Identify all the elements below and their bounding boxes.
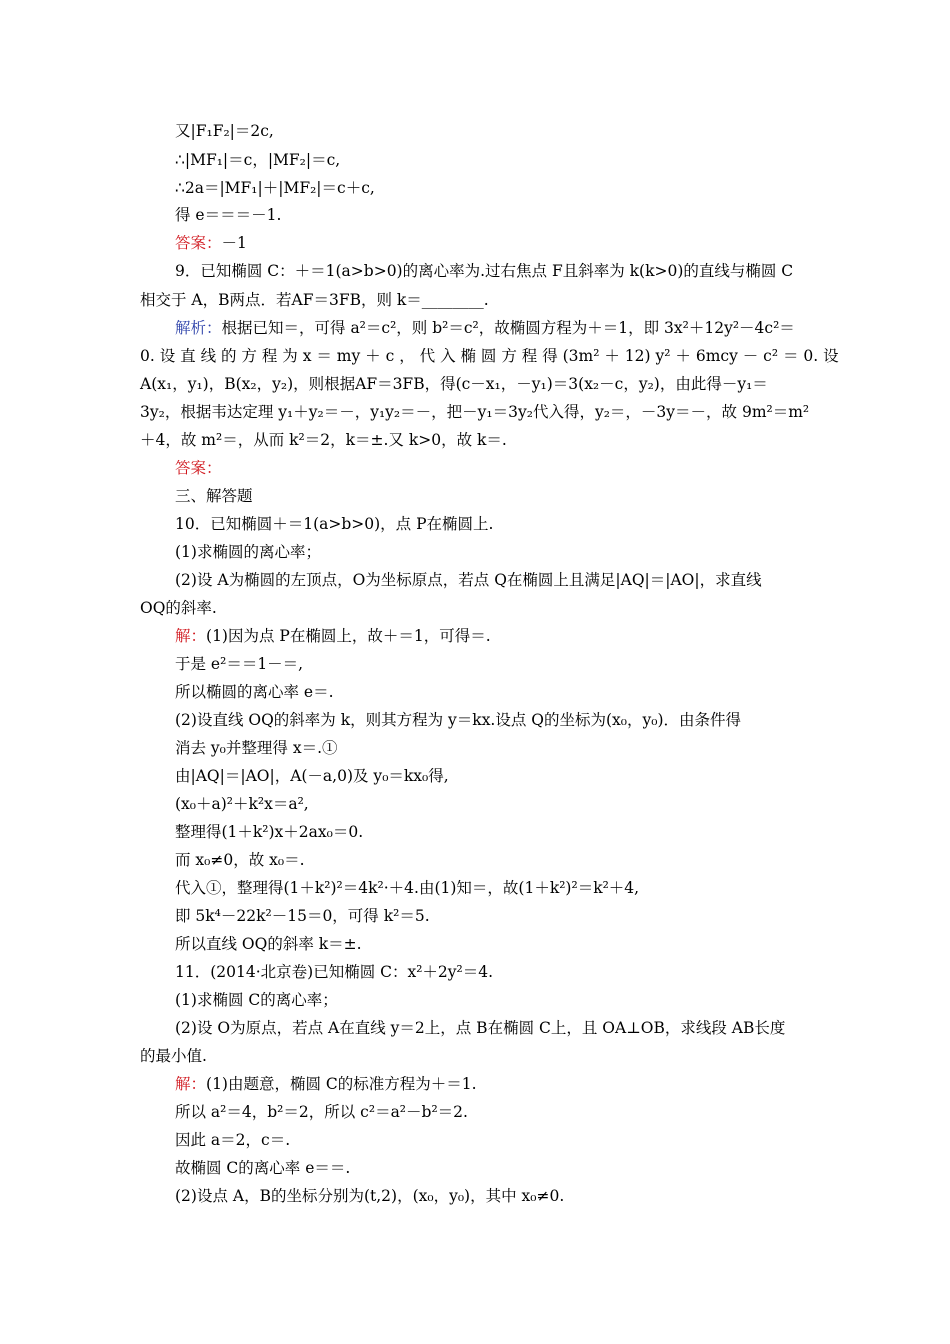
text-line: 故椭圆 C的离心率 e＝＝. [175,1159,351,1177]
text-line: 代入①，整理得(1＋k²)²＝4k²·＋4.由(1)知＝，故(1＋k²)²＝k²＋4, [175,879,640,897]
text-line: 消去 y₀并整理得 x＝.① [175,739,338,757]
text-line: (1)求椭圆 C的离心率； [175,991,338,1009]
analysis-line [175,318,795,338]
solution-label: 解： [175,1075,207,1093]
text-line: A(x₁，y₁)，B(x₂，y₂)，则根据AF＝3FB，得(c－x₁，－y₁)＝3(x₂－c，y₂)，由此得－y₁＝ [140,375,768,393]
solution-label: 解： [175,627,207,645]
text-line: 整理得(1＋k²)x＋2ax₀＝0. [175,823,364,841]
answer-value: －1 [221,234,247,252]
text-line: 由|AQ|＝|AO|，A(－a,0)及 y₀＝kx₀得, [175,767,449,785]
analysis-text: 根据已知＝，可得 a²＝c²，则 b²＝c²，故椭圆方程为＋＝1，即 3x²＋12y²－4c²＝ [221,319,795,337]
text-line: OQ的斜率. [140,599,217,617]
text-line: 相交于 A，B两点．若AF＝3FB，则 k＝________. [140,291,489,309]
solution-line [175,626,491,646]
answer-line [175,233,247,253]
text-line: (1)求椭圆的离心率； [175,543,321,561]
section-heading: 三、解答题 [175,487,253,505]
text-line: (x₀＋a)²＋k²x＝a², [175,795,309,813]
question-10-line: 10．已知椭圆＋＝1(a>b>0)，点 P在椭圆上. [175,515,494,533]
text-line: 3y₂，根据韦达定理 y₁＋y₂＝－，y₁y₂＝－，把－y₁＝3y₂代入得，y₂＝，－3y＝－，故 9m²＝m² [140,403,810,421]
solution-line [175,1074,477,1094]
text-line: 又|F₁F₂|＝2c, [175,122,274,140]
answer-label: 答案： [175,459,222,477]
text-line: 于是 e²＝＝1－＝, [175,655,304,673]
text-line: 因此 a＝2，c＝. [175,1131,291,1149]
text-line: ∴2a＝|MF₁|＋|MF₂|＝c＋c, [175,179,375,197]
answer-label: 答案： [175,234,222,252]
solution-text: (1)因为点 P在椭圆上，故＋＝1，可得＝. [206,627,491,645]
text-line: 得 e＝＝＝－1. [175,206,282,224]
question-9-line: 9．已知椭圆 C：＋＝1(a>b>0)的离心率为.过右焦点 F且斜率为 k(k>0)的直线与椭圆 C [175,262,794,280]
solution-text: (1)由题意，椭圆 C的标准方程为＋＝1. [206,1075,477,1093]
text-line: 所以直线 OQ的斜率 k＝±. [175,935,362,953]
analysis-label: 解析： [175,319,222,337]
text-line: 0. 设 直 线 的 方 程 为 x ＝ my ＋ c ， 代 入 椭 圆 方 程 得 (3m² ＋ 12) y² ＋ 6mcy － c² ＝ 0. 设 [140,347,839,365]
text-line: (2)设直线 OQ的斜率为 k，则其方程为 y＝kx.设点 Q的坐标为(x₀，y₀)．由条件得 [175,711,742,729]
question-11-line: 11．(2014·北京卷)已知椭圆 C：x²＋2y²＝4. [175,963,494,981]
text-line: 即 5k⁴－22k²－15＝0，可得 k²＝5. [175,907,430,925]
text-line: 的最小值. [140,1047,207,1065]
text-line: ＋4，故 m²＝，从而 k²＝2，k＝±.又 k>0，故 k＝. [140,431,507,449]
text-line: ∴|MF₁|＝c，|MF₂|＝c, [175,151,341,169]
text-line: 而 x₀≠0，故 x₀＝. [175,851,305,869]
answer-line [175,458,222,478]
text-line: 所以椭圆的离心率 e＝. [175,683,334,701]
text-line: (2)设点 A，B的坐标分别为(t,2)，(x₀，y₀)，其中 x₀≠0. [175,1187,565,1205]
text-line: (2)设 O为原点，若点 A在直线 y＝2上，点 B在椭圆 C上，且 OA⊥OB，求线段 AB长度 [175,1019,786,1037]
text-line: 所以 a²＝4，b²＝2，所以 c²＝a²－b²＝2. [175,1103,468,1121]
text-line: (2)设 A为椭圆的左顶点，O为坐标原点，若点 Q在椭圆上且满足|AQ|＝|AO|，求直线 [175,571,762,589]
